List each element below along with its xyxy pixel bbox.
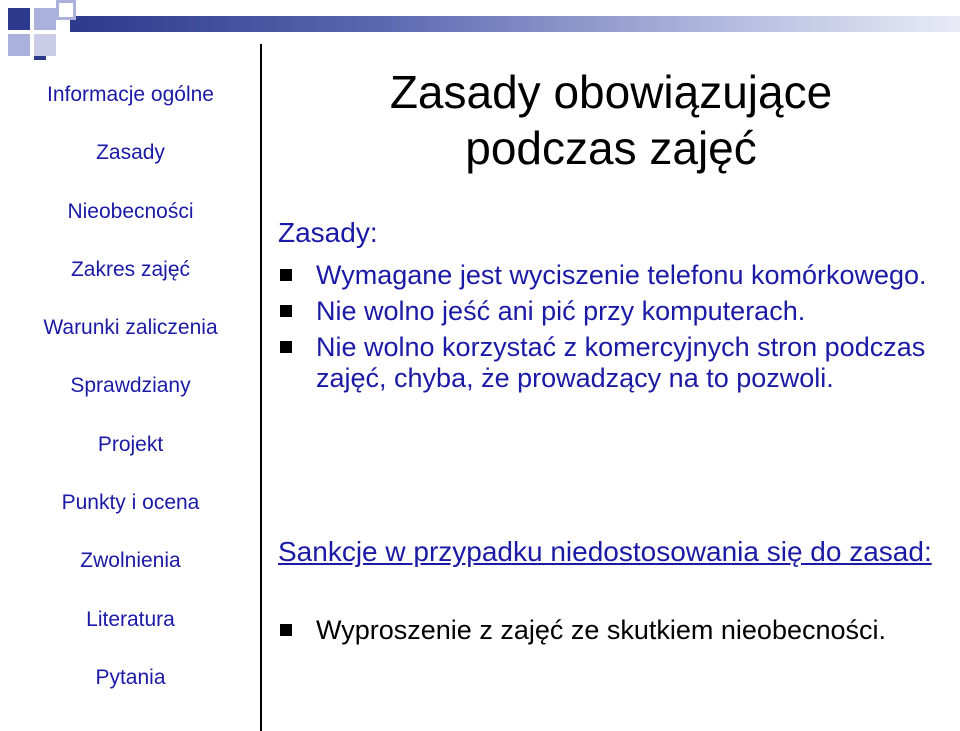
sidebar-item-literatura[interactable]: Literatura <box>86 607 175 631</box>
sidebar-item-projekt[interactable]: Projekt <box>97 432 164 456</box>
deco-square <box>34 8 56 30</box>
list-item <box>278 615 958 646</box>
list-item <box>278 296 958 327</box>
list-item-text: Wymagane jest wyciszenie telefonu komórkowego. <box>316 260 927 290</box>
section-heading-zasady: Zasady: <box>278 217 378 248</box>
list-item-text: Nie wolno jeść ani pić przy komputerach. <box>316 296 806 326</box>
sanctions-list <box>278 615 958 651</box>
sidebar-item-sprawdziany[interactable]: Sprawdziany <box>70 374 191 398</box>
deco-square <box>8 8 30 30</box>
header-gradient-band <box>70 16 960 32</box>
rules-list <box>278 260 958 399</box>
header-decoration <box>0 0 960 60</box>
sidebar-item-pytania[interactable]: Pytania <box>95 665 166 689</box>
list-item <box>278 260 958 291</box>
sidebar-item-zwolnienia[interactable]: Zwolnienia <box>80 549 181 573</box>
deco-square <box>56 0 76 20</box>
slide-content <box>262 60 960 731</box>
bullet-square-icon <box>280 624 292 636</box>
sidebar-item-nieobecnosci[interactable]: Nieobecności <box>67 199 194 223</box>
list-item-text: Wyproszenie z zajęć ze skutkiem nieobecności. <box>316 615 887 645</box>
title-line-2: podczas zajęć <box>465 122 757 174</box>
deco-square <box>8 34 30 56</box>
sidebar-item-punkty-i-ocena[interactable]: Punkty i ocena <box>61 491 200 515</box>
sidebar-item-zasady[interactable]: Zasady <box>96 141 165 165</box>
section-heading-sankcje: Sankcje w przypadku niedostosowania się do zasad: <box>278 536 932 567</box>
sidebar-item-warunki-zaliczenia[interactable]: Warunki zaliczenia <box>43 316 218 340</box>
bullet-square-icon <box>280 269 292 281</box>
bullet-square-icon <box>280 341 292 353</box>
sidebar-nav <box>0 66 261 731</box>
list-item <box>278 332 958 394</box>
deco-square <box>34 56 46 60</box>
bullet-square-icon <box>280 305 292 317</box>
title-line-1: Zasady obowiązujące <box>389 66 833 118</box>
sidebar-item-informacje-ogolne[interactable]: Informacje ogólne <box>47 83 214 106</box>
page-title <box>262 64 960 176</box>
sidebar-item-zakres-zajec[interactable]: Zakres zajęć <box>70 257 191 281</box>
deco-square <box>34 34 56 56</box>
list-item-text: Nie wolno korzystać z komercyjnych stron podczas zajęć, chyba, że prowadzący na to pozwoli. <box>316 332 926 393</box>
